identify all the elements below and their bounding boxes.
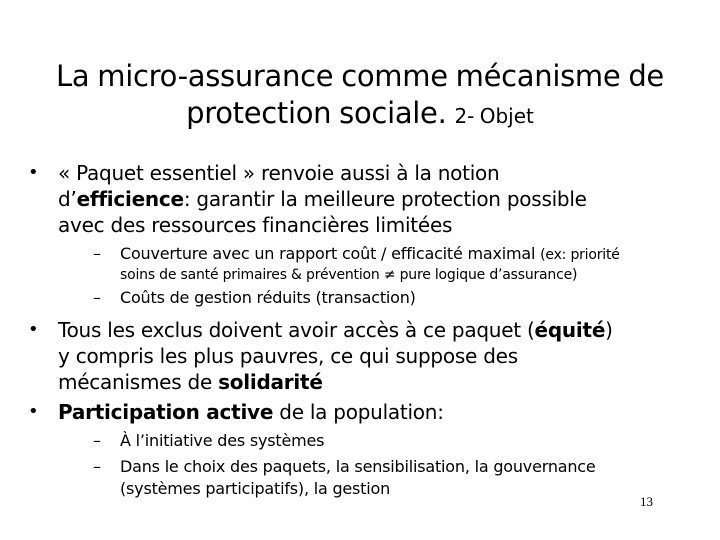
dash-marker: – [93,288,101,307]
page-number: 13 [640,494,653,509]
slide-title [20,58,700,135]
keyword-participation: Participation active [58,400,274,424]
dash-marker: – [93,457,101,476]
dash-marker: – [93,244,101,263]
bullet-marker: • [28,401,39,422]
title-line-2: protection sociale. 2- Objet [186,96,534,130]
bullet-participation: • Participation active de la population: [28,400,444,424]
bullet-marker: • [28,162,39,183]
dash-marker: – [93,431,101,450]
keyword-equite: équité [534,318,606,342]
bullet-marker: • [28,319,39,340]
bullet-efficience: • « Paquet essentiel » renvoie aussi à la notion d’efficience: garantir la meilleure protection possible avec des ressources financières limitées [28,161,587,237]
keyword-solidarite: solidarité [218,370,323,394]
sub-bullet-couts: – Coûts de gestion réduits (transaction) [93,288,416,307]
sub-bullet-couverture: – Couverture avec un rapport coût / efficacité maximal (ex: priorité soins de santé primaires & prévention ≠ pure logique d’assurance) [93,244,620,283]
keyword-efficience: efficience [76,187,184,211]
title-subtitle: 2- Objet [454,104,534,128]
bullet-equite: • Tous les exclus doivent avoir accès à ce paquet (équité) y compris les plus pauvres, ce qui suppose des mécanismes de solidarité [28,318,613,394]
title-line-1: La micro-assurance comme mécanisme de [56,59,664,93]
sub-bullet-choix: – Dans le choix des paquets, la sensibilisation, la gouvernance (systèmes participatifs), la gestion [93,457,596,498]
sub-bullet-initiative: – À l’initiative des systèmes [93,431,325,450]
